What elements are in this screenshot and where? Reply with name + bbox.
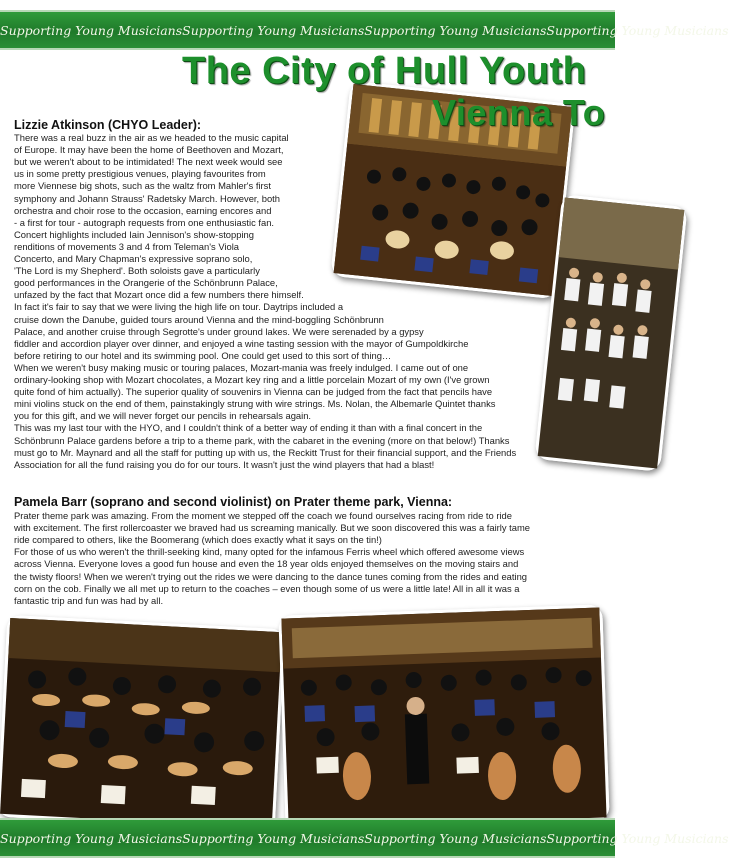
- page-title-line2: Vienna To: [432, 92, 606, 133]
- body-text-line: In fact it's fair to say that we were living the high life on tour. Daytrips included a: [14, 301, 344, 313]
- banner-motto: Supporting Young Musicians: [546, 22, 729, 38]
- banner-motto: Supporting Young Musicians: [0, 22, 183, 38]
- body-text-line: orchestra and choir rose to the occasion, earning encores and: [14, 204, 272, 216]
- body-text-line: with excitement. The first rollercoaster we braved had us screaming manically. But we soon discovered this was a fairly tame: [14, 522, 531, 534]
- body-text-line: of Europe. It may have been the home of Beethoven and Mozart,: [14, 144, 284, 156]
- body-text-line: you for this gift, and we will never forget our pencils in rehearsals again.: [14, 410, 312, 422]
- body-text-line: the twisty floors! When we weren't trying out the rides we were dancing to the dance tunes coming from the rides and eating: [14, 570, 527, 582]
- body-text-line: more Viennese big shots, such as the waltz from Mahler's first: [14, 180, 271, 192]
- body-text-line: For those of us who weren't the thrill-seeking kind, many opted for the infamous Ferris wheel which offered awesome views: [14, 546, 525, 558]
- body-text-line: Prater theme park was amazing. From the moment we stepped off the coach we found ourselves racing from ride to ride: [14, 510, 512, 521]
- section-heading-lizzie: Lizzie Atkinson (CHYO Leader):: [14, 118, 202, 132]
- banner-motto: Supporting Young Musicians: [182, 22, 365, 38]
- body-text-line: fiddler and accordion player over dinner, and enjoyed a wine tasting session with the mayor of Gumpoldkirche: [14, 337, 469, 349]
- body-text-line: must go to Mr. Maynard and all the staff for putting up with us, the Reckitt Trust for their financial support, and the Friends: [14, 446, 517, 458]
- body-text-line: ordinary-looking shop with Mozart chocolates, a Mozart key ring and a little porcelain Mozart of my own (I've grown: [14, 374, 490, 385]
- body-text-line: corn on the cob. Finally we all met up to return to the coaches – even though some of us were a little late! All in all it was a: [14, 582, 520, 594]
- body-text-line: Concert highlights included Iain Jennison's show-stopping: [14, 228, 254, 240]
- body-text-line: - a first for tour - autograph requests from one enthusiastic fan.: [14, 216, 275, 228]
- choir-photo: [534, 194, 687, 472]
- banner-motto: Supporting Young Musicians: [364, 830, 547, 846]
- orchestra-violins-photo: [0, 615, 285, 831]
- body-text-line: before retiring to our hotel and its swimming pool. One could get used to this sort of thing…: [14, 349, 392, 361]
- body-text-line: When we weren't busy making music or touring palaces, Mozart-mania was freely indulged. I came out of one: [14, 361, 469, 373]
- body-text-line: There was a real buzz in the air as we headed to the music capital: [14, 132, 289, 143]
- banner-motto: Supporting Young Musicians: [364, 22, 547, 38]
- body-text-line: This was my last tour with the HYO, and I couldn't think of a better way of ending it than with a final concert in the: [14, 422, 483, 434]
- body-text-line: Schönbrunn Palace gardens before a trip to a theme park, with the cabaret in the evening (more on that below!) Thanks: [14, 434, 510, 446]
- body-text-line: but we weren't about to be intimidated! The next week would see: [14, 156, 283, 168]
- banner-motto: Supporting Young Musicians: [0, 830, 183, 846]
- body-text-line: fantastic trip and fun was had by all.: [14, 594, 164, 606]
- top-banner: [0, 10, 729, 50]
- banner-motto: Supporting Young Musicians: [546, 830, 729, 846]
- body-text-line: Association for all the fund raising you do for our tours. It wasn't just the wind players that had a blast!: [14, 458, 435, 470]
- banner-motto: Supporting Young Musicians: [182, 830, 365, 846]
- section-heading-pamela: Pamela Barr (soprano and second violinist) on Prater theme park, Vienna:: [14, 495, 453, 509]
- body-text-line: cruise down the Danube, guided tours around Vienna and the mind-boggling Schönbrunn: [14, 313, 384, 325]
- body-text-line: Palace, and another cruise through Segrotte's under ground lakes. We were serenaded by a gypsy: [14, 325, 424, 337]
- body-text-line: Concerto, and Mary Chapman's expressive soprano solo,: [14, 253, 253, 264]
- page-title-line1: The City of Hull Youth: [182, 50, 587, 92]
- body-text-line: renditions of movements 3 and 4 from Teleman's Viola: [14, 240, 239, 252]
- bottom-banner: [0, 818, 729, 858]
- body-text-line: across Vienna. Everyone loves a good fun house and even the 18 year olds enjoyed themselves on the moving stairs and: [14, 558, 519, 570]
- orchestra-concert-photo: [278, 604, 609, 831]
- body-text-line: symphony and Johann Strauss' Radetsky March. However, both: [14, 192, 280, 204]
- body-text-line: us in some pretty prestigious venues, playing favourites from: [14, 168, 266, 180]
- body-text-line: 'The Lord is my Shepherd'. Both soloists gave a particularly: [14, 265, 260, 277]
- body-text-line: unfazed by the fact that Mozart once did a few numbers there himself.: [14, 289, 304, 301]
- body-text-line: ride compared to others, like the Boomerang (which does exactly what it says on the tin!): [14, 534, 382, 546]
- body-text-line: quite fond of him actually). The superior quality of souvenirs in Vienna can be judged from the fact that pencils have: [14, 386, 493, 398]
- body-text-line: good performances in the Orangerie of the Schönbrunn Palace,: [14, 277, 278, 289]
- body-text-line: mini violins stuck on the end of them, painstakingly strung with wire strings. Ms. Nolan, the Albemarle Quintet thanks: [14, 398, 496, 410]
